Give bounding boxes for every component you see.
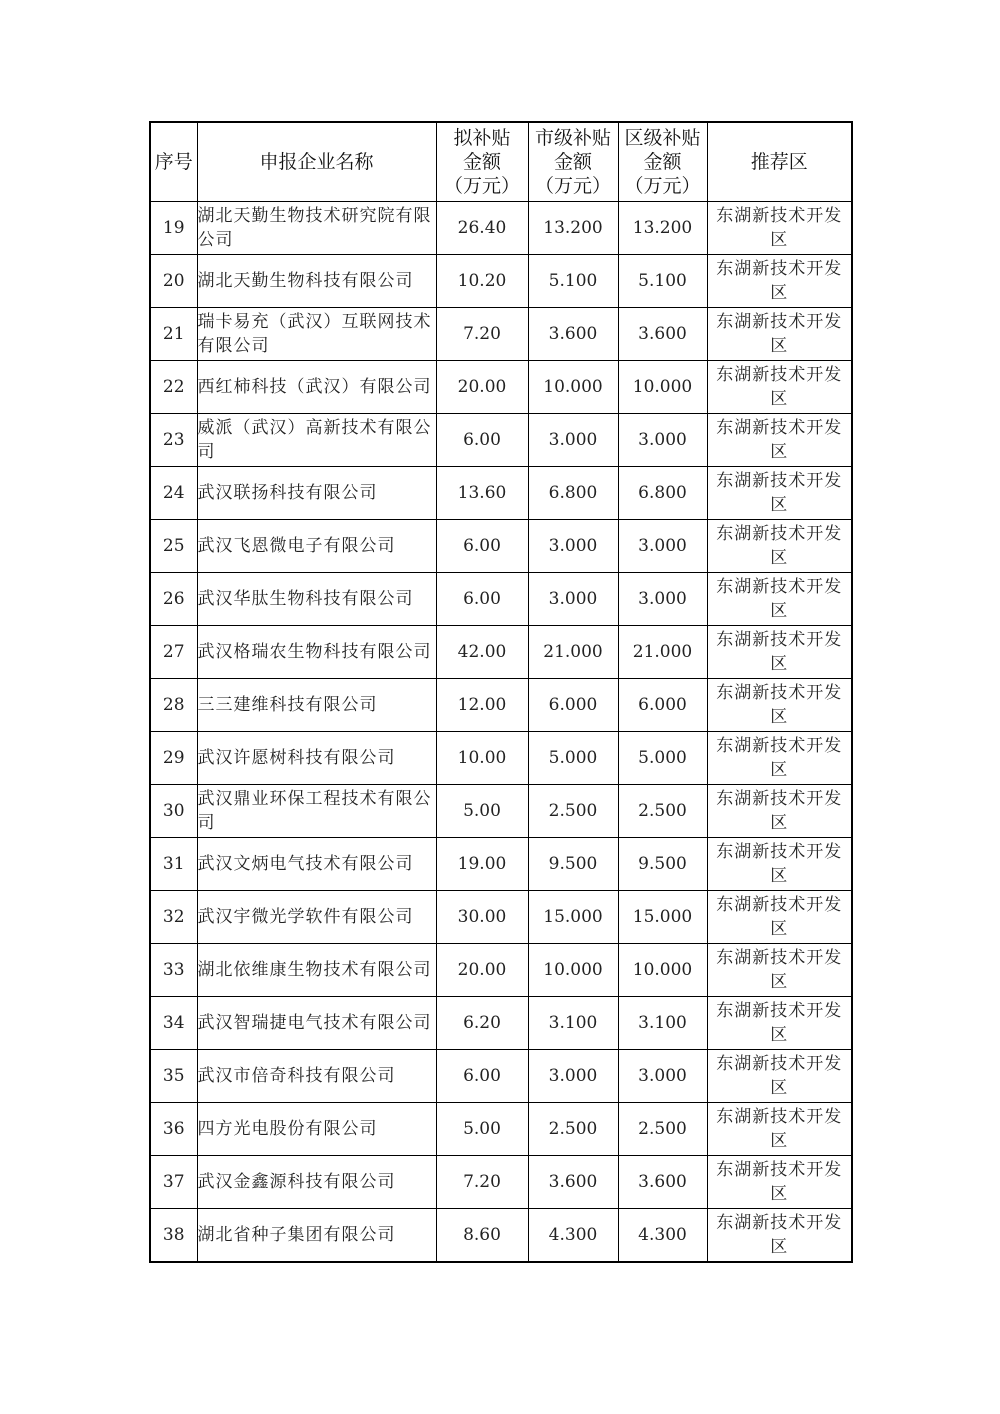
district-subsidy-cell: 3.000 [618, 520, 707, 573]
table-header [150, 122, 852, 202]
table-row [150, 414, 852, 467]
proposed-subsidy-cell: 6.00 [436, 414, 528, 467]
city-subsidy-cell: 9.500 [528, 838, 618, 891]
proposed-subsidy-cell: 42.00 [436, 626, 528, 679]
recommending-district-cell: 东湖新技术开发区 [707, 838, 852, 891]
proposed-subsidy-cell: 7.20 [436, 1156, 528, 1209]
table-row [150, 997, 852, 1050]
proposed-subsidy-cell: 13.60 [436, 467, 528, 520]
recommending-district-cell: 东湖新技术开发区 [707, 520, 852, 573]
serial-number-cell: 22 [150, 361, 197, 414]
recommending-district-cell: 东湖新技术开发区 [707, 679, 852, 732]
recommending-district-cell: 东湖新技术开发区 [707, 202, 852, 255]
district-subsidy-cell: 2.500 [618, 785, 707, 838]
city-subsidy-cell: 3.600 [528, 1156, 618, 1209]
city-subsidy-cell: 10.000 [528, 361, 618, 414]
header-city-line-1: 市级补贴 [534, 127, 611, 149]
recommending-district-cell: 东湖新技术开发区 [707, 361, 852, 414]
district-subsidy-cell: 9.500 [618, 838, 707, 891]
city-subsidy-cell: 2.500 [528, 1103, 618, 1156]
company-name-cell: 西红柿科技（武汉）有限公司 [197, 361, 436, 414]
proposed-subsidy-cell: 8.60 [436, 1209, 528, 1263]
recommending-district-cell: 东湖新技术开发区 [707, 255, 852, 308]
district-subsidy-cell: 2.500 [618, 1103, 707, 1156]
serial-number-cell: 37 [150, 1156, 197, 1209]
company-name-cell: 武汉许愿树科技有限公司 [197, 732, 436, 785]
district-subsidy-cell: 3.600 [618, 308, 707, 361]
table-row [150, 626, 852, 679]
table-row [150, 944, 852, 997]
proposed-subsidy-cell: 7.20 [436, 308, 528, 361]
table-row [150, 1050, 852, 1103]
proposed-subsidy-cell: 5.00 [436, 785, 528, 838]
proposed-subsidy-cell: 6.00 [436, 1050, 528, 1103]
header-proposed-line-3: （万元） [443, 175, 520, 197]
serial-number-cell: 38 [150, 1209, 197, 1263]
header-proposed-subsidy [436, 122, 528, 202]
district-subsidy-cell: 6.800 [618, 467, 707, 520]
city-subsidy-cell: 6.000 [528, 679, 618, 732]
district-subsidy-cell: 10.000 [618, 944, 707, 997]
city-subsidy-cell: 10.000 [528, 944, 618, 997]
recommending-district-cell: 东湖新技术开发区 [707, 1103, 852, 1156]
serial-number-cell: 31 [150, 838, 197, 891]
proposed-subsidy-cell: 6.00 [436, 573, 528, 626]
district-subsidy-cell: 3.000 [618, 573, 707, 626]
header-recommending-district: 推荐区 [707, 122, 852, 202]
serial-number-cell: 34 [150, 997, 197, 1050]
proposed-subsidy-cell: 30.00 [436, 891, 528, 944]
header-serial-number: 序号 [150, 122, 197, 202]
header-city-subsidy [528, 122, 618, 202]
district-subsidy-cell: 15.000 [618, 891, 707, 944]
proposed-subsidy-cell: 19.00 [436, 838, 528, 891]
company-name-cell: 武汉格瑞农生物科技有限公司 [197, 626, 436, 679]
recommending-district-cell: 东湖新技术开发区 [707, 467, 852, 520]
table-row [150, 520, 852, 573]
header-proposed-line-1: 拟补贴 [453, 127, 511, 149]
serial-number-cell: 29 [150, 732, 197, 785]
district-subsidy-cell: 3.000 [618, 1050, 707, 1103]
recommending-district-cell: 东湖新技术开发区 [707, 997, 852, 1050]
recommending-district-cell: 东湖新技术开发区 [707, 1156, 852, 1209]
recommending-district-cell: 东湖新技术开发区 [707, 732, 852, 785]
proposed-subsidy-cell: 10.20 [436, 255, 528, 308]
recommending-district-cell: 东湖新技术开发区 [707, 308, 852, 361]
company-name-cell: 威派（武汉）高新技术有限公司 [197, 414, 436, 467]
company-name-cell: 武汉飞恩微电子有限公司 [197, 520, 436, 573]
district-subsidy-cell: 10.000 [618, 361, 707, 414]
city-subsidy-cell: 3.000 [528, 1050, 618, 1103]
header-city-line-3: （万元） [534, 175, 611, 197]
recommending-district-cell: 东湖新技术开发区 [707, 1050, 852, 1103]
company-name-cell: 湖北天勤生物技术研究院有限公司 [197, 202, 436, 255]
header-company-name: 申报企业名称 [197, 122, 436, 202]
city-subsidy-cell: 13.200 [528, 202, 618, 255]
table-row [150, 891, 852, 944]
district-subsidy-cell: 6.000 [618, 679, 707, 732]
proposed-subsidy-cell: 26.40 [436, 202, 528, 255]
serial-number-cell: 32 [150, 891, 197, 944]
company-name-cell: 湖北天勤生物科技有限公司 [197, 255, 436, 308]
district-subsidy-cell: 3.000 [618, 414, 707, 467]
header-city-line-2: 金额 [553, 151, 592, 173]
district-subsidy-cell: 3.100 [618, 997, 707, 1050]
serial-number-cell: 26 [150, 573, 197, 626]
city-subsidy-cell: 3.100 [528, 997, 618, 1050]
city-subsidy-cell: 5.100 [528, 255, 618, 308]
company-name-cell: 武汉金鑫源科技有限公司 [197, 1156, 436, 1209]
table-row [150, 308, 852, 361]
city-subsidy-cell: 3.600 [528, 308, 618, 361]
company-name-cell: 湖北省种子集团有限公司 [197, 1209, 436, 1263]
city-subsidy-cell: 3.000 [528, 573, 618, 626]
table-row [150, 1156, 852, 1209]
company-name-cell: 武汉智瑞捷电气技术有限公司 [197, 997, 436, 1050]
company-name-cell: 湖北依维康生物技术有限公司 [197, 944, 436, 997]
city-subsidy-cell: 4.300 [528, 1209, 618, 1263]
company-name-cell: 武汉文炳电气技术有限公司 [197, 838, 436, 891]
city-subsidy-cell: 2.500 [528, 785, 618, 838]
company-name-cell: 三三建维科技有限公司 [197, 679, 436, 732]
district-subsidy-cell: 4.300 [618, 1209, 707, 1263]
table-row [150, 785, 852, 838]
proposed-subsidy-cell: 6.20 [436, 997, 528, 1050]
recommending-district-cell: 东湖新技术开发区 [707, 944, 852, 997]
recommending-district-cell: 东湖新技术开发区 [707, 891, 852, 944]
header-district-line-3: （万元） [624, 175, 701, 197]
company-name-cell: 武汉鼎业环保工程技术有限公司 [197, 785, 436, 838]
district-subsidy-cell: 5.100 [618, 255, 707, 308]
recommending-district-cell: 东湖新技术开发区 [707, 414, 852, 467]
serial-number-cell: 20 [150, 255, 197, 308]
company-name-cell: 武汉华肽生物科技有限公司 [197, 573, 436, 626]
serial-number-cell: 33 [150, 944, 197, 997]
district-subsidy-cell: 21.000 [618, 626, 707, 679]
header-district-line-2: 金额 [643, 151, 682, 173]
proposed-subsidy-cell: 10.00 [436, 732, 528, 785]
table-body [150, 202, 852, 1263]
recommending-district-cell: 东湖新技术开发区 [707, 785, 852, 838]
city-subsidy-cell: 5.000 [528, 732, 618, 785]
proposed-subsidy-cell: 6.00 [436, 520, 528, 573]
recommending-district-cell: 东湖新技术开发区 [707, 1209, 852, 1263]
table-row [150, 1209, 852, 1263]
table-row [150, 732, 852, 785]
serial-number-cell: 28 [150, 679, 197, 732]
proposed-subsidy-cell: 20.00 [436, 944, 528, 997]
proposed-subsidy-cell: 5.00 [436, 1103, 528, 1156]
company-name-cell: 武汉联扬科技有限公司 [197, 467, 436, 520]
district-subsidy-cell: 13.200 [618, 202, 707, 255]
serial-number-cell: 27 [150, 626, 197, 679]
recommending-district-cell: 东湖新技术开发区 [707, 626, 852, 679]
table-row [150, 838, 852, 891]
subsidy-table [149, 121, 853, 1263]
proposed-subsidy-cell: 20.00 [436, 361, 528, 414]
company-name-cell: 四方光电股份有限公司 [197, 1103, 436, 1156]
city-subsidy-cell: 3.000 [528, 414, 618, 467]
company-name-cell: 武汉市倍奇科技有限公司 [197, 1050, 436, 1103]
recommending-district-cell: 东湖新技术开发区 [707, 573, 852, 626]
serial-number-cell: 21 [150, 308, 197, 361]
city-subsidy-cell: 15.000 [528, 891, 618, 944]
serial-number-cell: 30 [150, 785, 197, 838]
table-row [150, 573, 852, 626]
header-proposed-line-2: 金额 [462, 151, 501, 173]
serial-number-cell: 19 [150, 202, 197, 255]
city-subsidy-cell: 21.000 [528, 626, 618, 679]
serial-number-cell: 36 [150, 1103, 197, 1156]
serial-number-cell: 24 [150, 467, 197, 520]
header-district-subsidy [618, 122, 707, 202]
district-subsidy-cell: 5.000 [618, 732, 707, 785]
table-row [150, 202, 852, 255]
header-district-line-1: 区级补贴 [624, 127, 701, 149]
city-subsidy-cell: 3.000 [528, 520, 618, 573]
table-row [150, 679, 852, 732]
district-subsidy-cell: 3.600 [618, 1156, 707, 1209]
header-row [150, 122, 852, 202]
company-name-cell: 瑞卡易充（武汉）互联网技术有限公司 [197, 308, 436, 361]
table-row [150, 255, 852, 308]
table-row [150, 361, 852, 414]
city-subsidy-cell: 6.800 [528, 467, 618, 520]
proposed-subsidy-cell: 12.00 [436, 679, 528, 732]
table-row [150, 1103, 852, 1156]
serial-number-cell: 35 [150, 1050, 197, 1103]
serial-number-cell: 23 [150, 414, 197, 467]
table-row [150, 467, 852, 520]
company-name-cell: 武汉宇微光学软件有限公司 [197, 891, 436, 944]
serial-number-cell: 25 [150, 520, 197, 573]
